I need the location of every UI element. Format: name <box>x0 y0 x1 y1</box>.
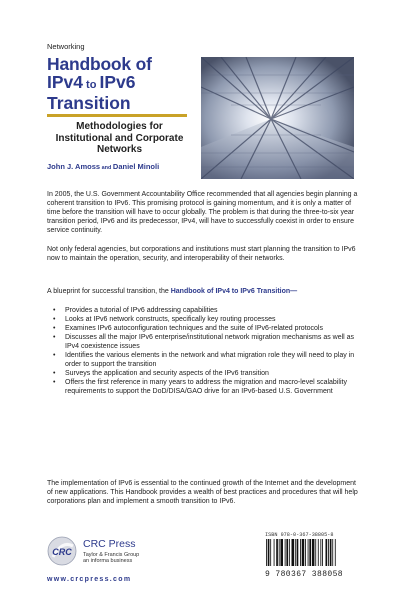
publisher-name: CRC Press <box>83 538 136 550</box>
isbn-label: ISBN 978-0-367-38805-8 <box>265 532 334 538</box>
crc-logo-icon <box>47 536 77 566</box>
isbn-block <box>265 532 360 579</box>
barcode-number: 9 780367 388058 <box>265 570 344 579</box>
feature-list <box>47 306 359 396</box>
book-subtitle: Methodologies for Institutional and Corporate Networks <box>55 121 184 155</box>
paragraph-3: A blueprint for successful transition, the Handbook of IPv4 to IPv6 Transition— <box>47 288 298 295</box>
title-divider <box>47 114 187 117</box>
author-2: Daniel Minoli <box>112 162 160 171</box>
list-item: • Provides a tutorial of IPv6 addressing capabilities <box>47 306 359 315</box>
title-line-1: Handbook of <box>47 54 152 74</box>
cover-photo <box>201 57 354 179</box>
publisher-url: www.crcpress.com <box>47 576 132 583</box>
title-line-3: Transition <box>47 93 131 113</box>
paragraph-4: The implementation of IPv6 is essential to the continued growth of the Internet and the development of new applications. This Handbook provides a wealth of best practices and procedures that will help corporations plan and implement a smooth transition to IPv6. <box>47 480 358 505</box>
paragraph-1: In 2005, the U.S. Government Accountability Office recommended that all agencies begin planning a coherent transition to IPv6. This promising protocol is gaining momentum, and it is only a matter of time before the transition will have to occur globally. The problem is that during the three-to-six year transition period, IPv6 and its predecessor, IPv4, will have to successfully coexist in order to ensure service continuity. <box>47 191 358 234</box>
list-item: • Examines IPv6 autoconfiguration techniques and the suite of IPv6-related protocols <box>47 324 359 333</box>
svg-text:CRC: CRC <box>52 547 72 557</box>
category-label: Networking <box>47 42 85 51</box>
publisher-group: Taylor & Francis Group <box>83 552 140 558</box>
list-item: • Surveys the application and security aspects of the IPv6 transition <box>47 369 359 378</box>
list-item: • Identifies the various elements in the network and what migration role they will need to play in order to support the transition <box>47 351 359 369</box>
publisher-tagline: an informa business <box>83 558 133 564</box>
authors: John J. Amoss and Daniel Minoli <box>47 162 160 171</box>
barcode-icon <box>265 539 360 566</box>
paragraph-2: Not only federal agencies, but corporations and institutions must start planning the transition to IPv6 now to maintain the operation, security, and interoperability of their networks. <box>47 246 356 262</box>
handbook-title-highlight: Handbook of IPv4 to IPv6 Transition— <box>170 288 298 295</box>
book-title <box>47 55 187 112</box>
title-line-2: IPv4 to IPv6 <box>47 72 136 92</box>
publisher-block <box>83 538 139 564</box>
list-item: • Looks at IPv6 network constructs, specifically key routing processes <box>47 315 359 324</box>
author-1: John J. Amoss <box>47 162 101 171</box>
list-item: • Offers the first reference in many years to address the migration and macro-level scalability requirements to support the DoD/DISA/GAO drive for an IPv6-based U.S. Government <box>47 378 359 396</box>
list-item: • Discusses all the major IPv6 enterprise/institutional network migration mechanisms as well as IPv4 coexistence issues <box>47 333 359 351</box>
